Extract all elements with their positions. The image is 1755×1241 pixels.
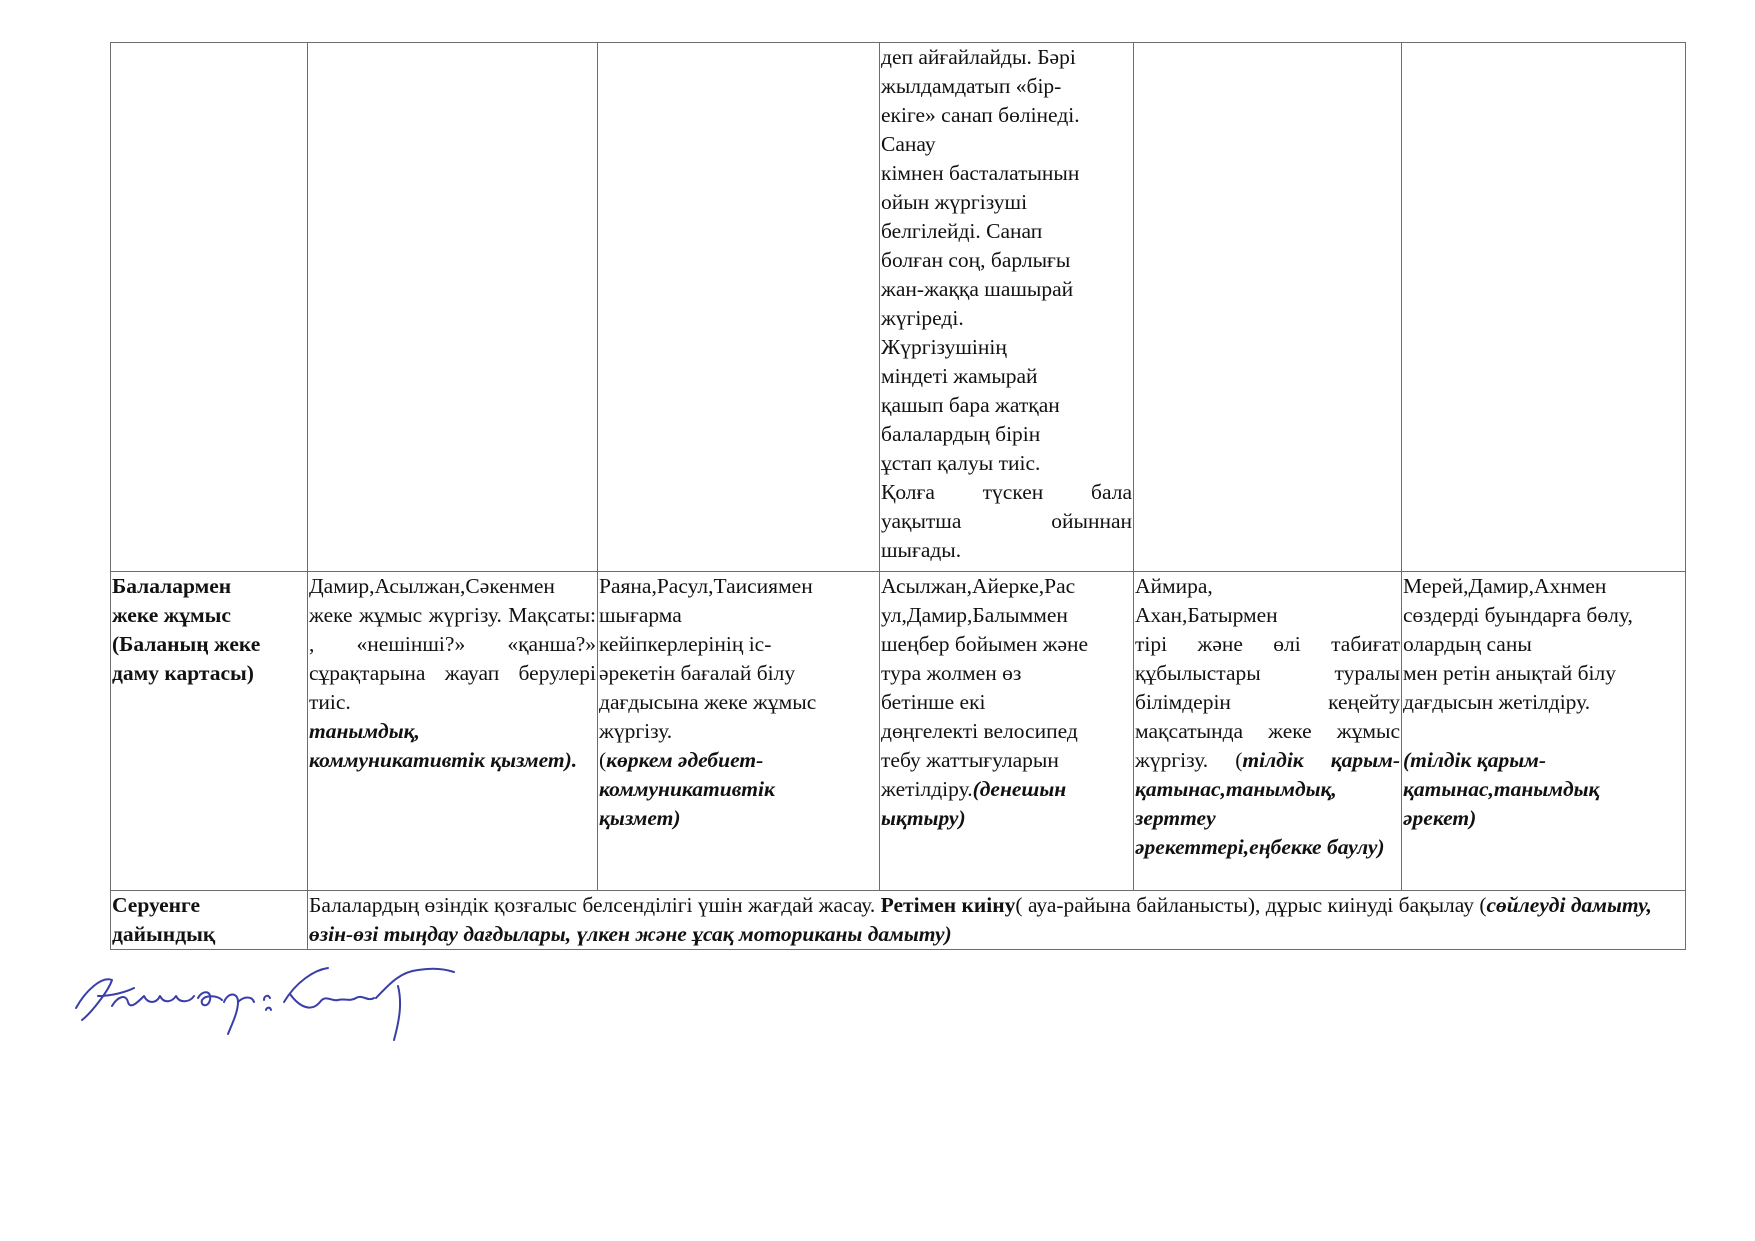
cell-thursday [1134,572,1402,891]
friday-text: Мерей,Дамир,Ахнмен сөздерді буындарға бөлу, олардың саны мен ретін анықтай білу дағдысын жетілдіру. [1403,574,1633,714]
cell-empty [598,43,880,572]
tuesday-text: Раяна,Расул,Таисиямен шығарма кейіпкерлерінің іс- әрекетін бағалай білу дағдысына жеке жұмыс жүргізу. ( [599,574,817,772]
game-description-tail: Қолға түскен бала уақытша ойыннан шығады. [881,480,1132,562]
plan-table [110,42,1686,950]
table-row-walk-prep [111,891,1686,950]
plan-sheet [110,42,1685,950]
walk-text-dressing: Ретімен киіну [880,893,1016,917]
cell-game-description [880,43,1134,572]
walk-text-observe: ( ауа-райына байланысты), дұрыс киінуді бақылау ( [1015,893,1487,917]
cell-walk-prep [308,891,1686,950]
cell-empty [111,43,308,572]
cell-empty [1402,43,1686,572]
game-description-text: деп айғайлайды. Бәрі жылдамдатып «бір- екіге» санап бөлінеді. Санау кімнен басталатынын ойын жүргізуші белгілейді. Санап болған соң, барлығы жан-жаққа шашырай жүгіреді. Жүргізушінің міндеті жамырай қашып бара жатқан балалардың бірін ұстап қалуы тиіс. [881,45,1080,475]
cell-tuesday [598,572,880,891]
row-header-text: Балалармен жеке жұмыс (Баланың жеке даму картасы) [112,574,261,685]
row-header-walk-prep [111,891,308,950]
walk-text-intro: Балалардың өзіндік қозғалыс белсенділігі үшін жағдай жасау. [309,893,881,917]
cell-empty [308,43,598,572]
wednesday-activity: (денешын ықтыру) [881,777,1067,830]
monday-activity: танымдық, коммуникативтік қызмет). [309,719,578,772]
wednesday-text: Асылжан,Айерке,Рас ул,Дамир,Балыммен шеңбер бойымен және тура жолмен өз бетінше екі дөңгелекті велосипед тебу жаттығуларын жетілдіру. [881,574,1089,801]
tuesday-activity: көркем әдебиет- коммуникативтік қызмет) [599,748,775,830]
friday-activity: (тілдік қарым- қатынас,танымдық әрекет) [1403,748,1600,830]
table-row-individual-work [111,572,1686,891]
row-header-individual-work [111,572,308,891]
cell-wednesday [880,572,1134,891]
thursday-activity: тілдік қарым-қатынас,танымдық, зерттеу әрекеттері,еңбекке баулу) [1135,748,1400,859]
table-row-game [111,43,1686,572]
cell-empty [1134,43,1402,572]
thursday-text: Аймира, Ахан,Батырмен тірі және өлі табиғат құбылыстары туралы білімдерін кеңейту мақсатында жеке жұмыс жүргізу. ( [1135,574,1400,772]
walk-text-skills: сөйлеуді дамыту, өзін-өзі тыңдау дағдылары, үлкен және ұсақ моториканы дамыту) [309,893,1652,946]
row-header-text: Серуенге дайындық [112,893,216,946]
cell-friday [1402,572,1686,891]
monday-text: Дамир,Асылжан,Сәкенмен жеке жұмыс жүргізу. Мақсаты: , «нешінші?» «қанша?» сұрақтарына жауап берулері тиіс. [309,574,596,714]
handwritten-signature [68,962,488,1062]
cell-monday [308,572,598,891]
